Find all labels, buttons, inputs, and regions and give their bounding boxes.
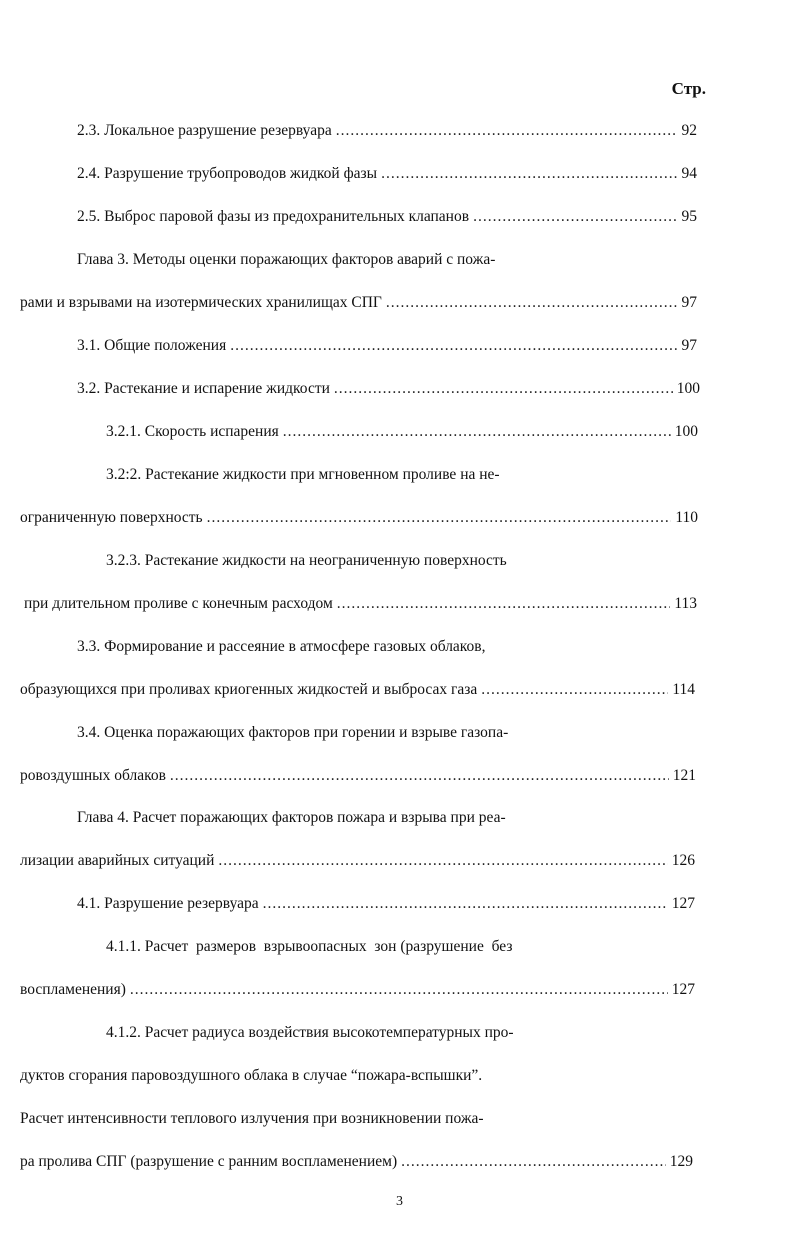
toc-leader-dots <box>334 378 673 400</box>
toc-entry-text: лизации аварийных ситуаций <box>20 852 215 869</box>
toc-entry-page: 97 <box>681 294 697 311</box>
toc-entry <box>77 163 697 185</box>
toc-leader-dots <box>207 507 672 529</box>
page-number: 3 <box>396 1194 403 1209</box>
toc-entry-text: 3.1. Общие положения <box>77 337 227 354</box>
toc-entry <box>77 120 697 142</box>
toc-entry <box>77 335 697 357</box>
toc-entry-text: ра пролива СПГ (разрушение с ранним воспламенением) <box>20 1153 398 1170</box>
toc-leader-dots <box>130 979 668 1001</box>
toc-entry-text: ограниченную поверхность <box>20 509 203 526</box>
toc-entry-page: 121 <box>672 767 696 784</box>
toc-entry-page: 94 <box>681 165 697 182</box>
toc-entry-text: при длительном проливе с конечным расходом <box>24 595 333 612</box>
toc-entry-text: образующихся при проливах криогенных жидкостей и выбросах газа <box>20 681 478 698</box>
toc-entry-text-line: 3.2:2. Растекание жидкости при мгновенном проливе на не- <box>106 466 500 483</box>
toc-entry-text-line: 3.4. Оценка поражающих факторов при горении и взрыве газопа- <box>77 724 509 741</box>
toc-entry <box>20 765 696 787</box>
toc-entry-page: 100 <box>676 380 700 397</box>
toc-entry-text: ровоздушных облаков <box>20 767 166 784</box>
toc-leader-dots <box>401 1151 666 1173</box>
toc-entry-page: 110 <box>675 509 698 526</box>
toc-entry <box>20 979 695 1001</box>
toc-entry <box>24 593 697 615</box>
toc-leader-dots <box>337 593 671 615</box>
toc-entry-text: 2.3. Локальное разрушение резервуара <box>77 122 332 139</box>
toc-entry-text-line: Глава 3. Методы оценки поражающих факторов аварий с пожа- <box>77 251 496 268</box>
toc-leader-dots <box>386 292 678 314</box>
toc-leader-dots <box>336 120 678 142</box>
toc-entry-page: 114 <box>672 681 695 698</box>
toc-entry-page: 129 <box>669 1153 693 1170</box>
toc-entry-page: 126 <box>671 852 695 869</box>
toc-leader-dots <box>473 206 677 228</box>
toc-entry <box>20 679 695 701</box>
toc-entry <box>106 421 698 443</box>
toc-leader-dots <box>170 765 669 787</box>
toc-leader-dots <box>263 893 668 915</box>
toc-entry-text-line: Расчет интенсивности теплового излучения при возникновении пожа- <box>20 1110 484 1127</box>
toc-leader-dots <box>230 335 677 357</box>
toc-entry-text: рами и взрывами на изотермических хранилищах СПГ <box>20 294 382 311</box>
toc-entry <box>20 850 695 872</box>
toc-leader-dots <box>381 163 677 185</box>
toc-entry-text-line: Глава 4. Расчет поражающих факторов пожара и взрыва при реа- <box>77 809 506 826</box>
toc-leader-dots <box>283 421 671 443</box>
toc-entry-page: 97 <box>681 337 697 354</box>
toc-entry-text: 3.2. Растекание и испарение жидкости <box>77 380 330 397</box>
toc-entry <box>77 206 697 228</box>
toc-entry-text: 4.1. Разрушение резервуара <box>77 895 259 912</box>
toc-entry-text-line: 3.3. Формирование и рассеяние в атмосфере газовых облаков, <box>77 638 486 655</box>
toc-entry-text-line: дуктов сгорания паровоздушного облака в случае “пожара-вспышки”. <box>20 1067 483 1084</box>
toc-entry-page: 127 <box>671 895 695 912</box>
toc-entry <box>77 893 695 915</box>
toc-entry-text-line: 4.1.2. Расчет радиуса воздействия высокотемпературных про- <box>106 1024 514 1041</box>
page-column-header: Стр. <box>671 79 706 98</box>
toc-leader-dots <box>481 679 668 701</box>
toc-entry <box>20 292 697 314</box>
toc-entry-page: 100 <box>674 423 698 440</box>
toc-entry-text: 2.4. Разрушение трубопроводов жидкой фазы <box>77 165 378 182</box>
toc-entry-page: 113 <box>674 595 697 612</box>
toc-entry-page: 95 <box>681 208 697 225</box>
toc-entry-page: 127 <box>671 981 695 998</box>
toc-entry-text: 2.5. Выброс паровой фазы из предохранительных клапанов <box>77 208 470 225</box>
toc-entry-text: воспламенения) <box>20 981 126 998</box>
toc-entry-page: 92 <box>681 122 697 139</box>
toc-entry <box>20 507 698 529</box>
toc-leader-dots <box>218 850 667 872</box>
toc-entry-text: 3.2.1. Скорость испарения <box>106 423 279 440</box>
toc-entry-text-line: 3.2.3. Растекание жидкости на неограниченную поверхность <box>106 552 507 569</box>
toc-entry <box>20 1151 693 1173</box>
toc-entry-text-line: 4.1.1. Расчет размеров взрывоопасных зон (разрушение без <box>106 938 513 955</box>
toc-entry <box>77 378 700 400</box>
